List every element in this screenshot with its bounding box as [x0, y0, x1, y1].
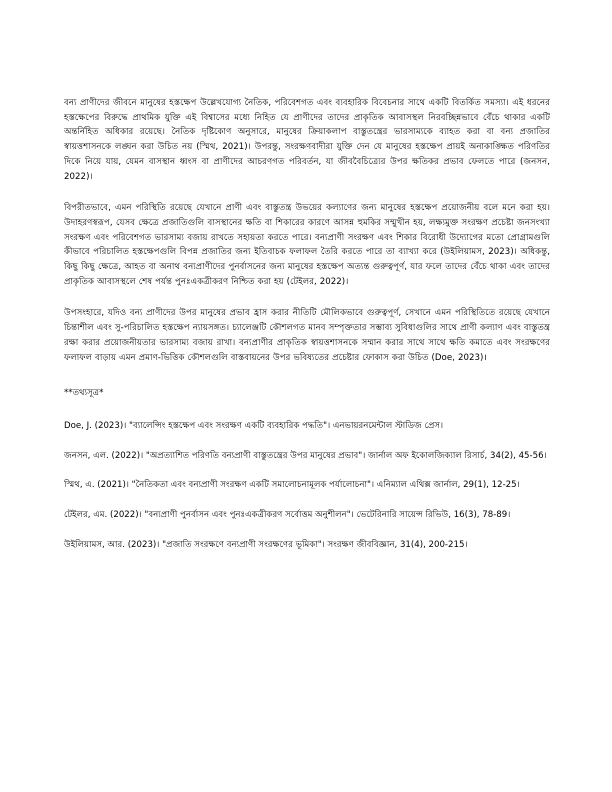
body-paragraph-2: বিপরীতভাবে, এমন পরিস্থিতি রয়েছে যেখানে প্রাণী এবং বাস্তুতন্ত্র উভয়ের কল্যাণের জন্য মানুষের হস্তক্ষেপ প্রয়োজনীয় বলে মনে করা হয়। উদাহরণস্বরূপ, যেসব ক্ষেত্রে প্রজাতিগুলি বাসস্থানের ক্ষতি বা শিকারের কারণে আসন্ন হুমকির সম্মুখীন হয়, লক্ষ্যমুক্ত সংরক্ষণ প্রচেষ্টা জনসংখ্যা সংরক্ষণ এবং পরিবেশগত ভারসাম্য বজায় রাখতে সহায়তা করতে পারে। বন্যপ্রাণী সংরক্ষণ এবং শিকার বিরোধী উদ্যোগের মতো প্রোগ্রামগুলি কীভাবে পরিচালিত হস্তক্ষেপগুলি বিপন্ন প্রজাতির জন্য ইতিবাচক ফলাফল তৈরি করতে পারে তা ব্যাখ্যা করে (উইলিয়ামস, 2023)। অধিকন্তু, কিছু কিছু ক্ষেত্রে, আহত বা অনাথ বন্যপ্রাণীদের পুনর্বাসনের জন্য মানুষের হস্তক্ষেপ অত্যন্ত গুরুত্বপূর্ণ, যার ফলে তাদের বেঁচে থাকা এবং তাদের প্রাকৃতিক আবাসস্থলে শেষ পর্যন্ত পুনঃএকত্রীকরণ নিশ্চিত করা হয় (টেইলর, 2022)।: [64, 203, 550, 287]
reference-item: Doe, J. (2023)। "ব্যালেন্সিং হস্তক্ষেপ এবং সংরক্ষণ একটি ব্যবহারিক পদ্ধতি"। এনভায়রনমেন্টাল স্টাডিজ প্রেস।: [64, 420, 444, 431]
reference-item: উইলিয়ামস, আর. (2023)। "প্রজাতি সংরক্ষণে বন্যপ্রাণী সংরক্ষণের ভূমিকা"। সংরক্ষণ জীববিজ্ঞান, 31(4), 200-215।: [64, 539, 468, 550]
document-content: [64, 96, 550, 552]
reference-item: টেইলর, এম. (2022)। "বন্যপ্রাণী পুনর্বাসন এবং পুনঃএকত্রীকরণ সর্বোত্তম অনুশীলন"। ভেটেরিনারি সায়েন্স রিভিউ, 16(3), 78-89।: [64, 510, 511, 521]
body-paragraph-3: উপসংহারে, যদিও বন্য প্রাণীদের উপর মানুষের প্রভাব হ্রাস করার নীতিটি মৌলিকভাবে গুরুত্বপূর্ণ, সেখানে এমন পরিস্থিতিতে রয়েছে যেখানে চিন্তাশীল এবং সু-পরিচালিত হস্তক্ষেপ ন্যায়সঙ্গত। চ্যালেঞ্জটি কৌশলগত মানব সম্পৃক্ততার সম্ভাব্য সুবিধাগুলির সাথে প্রাণী কল্যাণ এবং বাস্তুতন্ত্র রক্ষা করার প্রয়োজনীয়তার ভারসাম্য বজায় রাখা। বন্যপ্রাণীর প্রাকৃতিক স্বায়ত্তশাসনকে সম্মান করার সাথে সাথে ক্ষতি কমাতে এবং সংরক্ষণের ফলাফল বাড়ায় এমন প্রমাণ-ভিত্তিক কৌশলগুলি বাস্তবায়নের উপর ভবিষ্যতের প্রচেষ্টার ফোকাস করা উচিত (Doe, 2023)।: [64, 308, 550, 363]
body-paragraph-1: বন্য প্রাণীদের জীবনে মানুষের হস্তক্ষেপ উল্লেখযোগ্য নৈতিক, পরিবেশগত এবং ব্যবহারিক বিবেচনার সাথে একটি বিতর্কিত সমস্যা। এই ধরনের হস্তক্ষেপের বিরুদ্ধে প্রাথমিক যুক্তি এই বিশ্বাসের মধ্যে নিহিত যে প্রাণীদের তাদের প্রাকৃতিক আবাসস্থল নিরবচ্ছিন্নভাবে বেঁচে থাকার একটি অন্তর্নিহিত অধিকার রয়েছে। নৈতিক দৃষ্টিকোণ অনুসারে, মানুষের ক্রিয়াকলাপ বাস্তুতন্ত্রের ভারসাম্যকে ব্যাহত করা বা বন্য প্রজাতির স্বায়ত্তশাসনকে লঙ্ঘন করা উচিত নয় (স্মিথ, 2021)। উপরন্তু, সংরক্ষণবাদীরা যুক্তি দেন যে মানুষের হস্তক্ষেপ প্রায়ই অনাকাঙ্ক্ষিত পরিণতির দিকে নিয়ে যায়, যেমন বাসস্থান ধ্বংস বা প্রাণীদের আচরণগত পরিবর্তন, যা জীববৈচিত্র্যের উপর ক্ষতিকর প্রভাব ফেলতে পারে (জনসন, 2022)।: [64, 98, 550, 182]
references-heading: **তথ্যসূত্র*: [64, 388, 104, 399]
reference-item: জনসন, এল. (2022)। "অপ্রত্যাশিত পরিণতি বন্যপ্রাণী বাস্তুতন্ত্রের উপর মানুষের প্রভাব"। জার্নাল অফ ইকোলজিক্যাল রিসার্চ, 34(2), 45-56।: [64, 450, 547, 461]
reference-item: স্মিথ, এ. (2021)। "নৈতিকতা এবং বন্যপ্রাণী সংরক্ষণ একটি সমালোচনামূলক পর্যালোচনা"। এনিম্যাল এথিক্স জার্নাল, 29(1), 12-25।: [64, 480, 520, 491]
